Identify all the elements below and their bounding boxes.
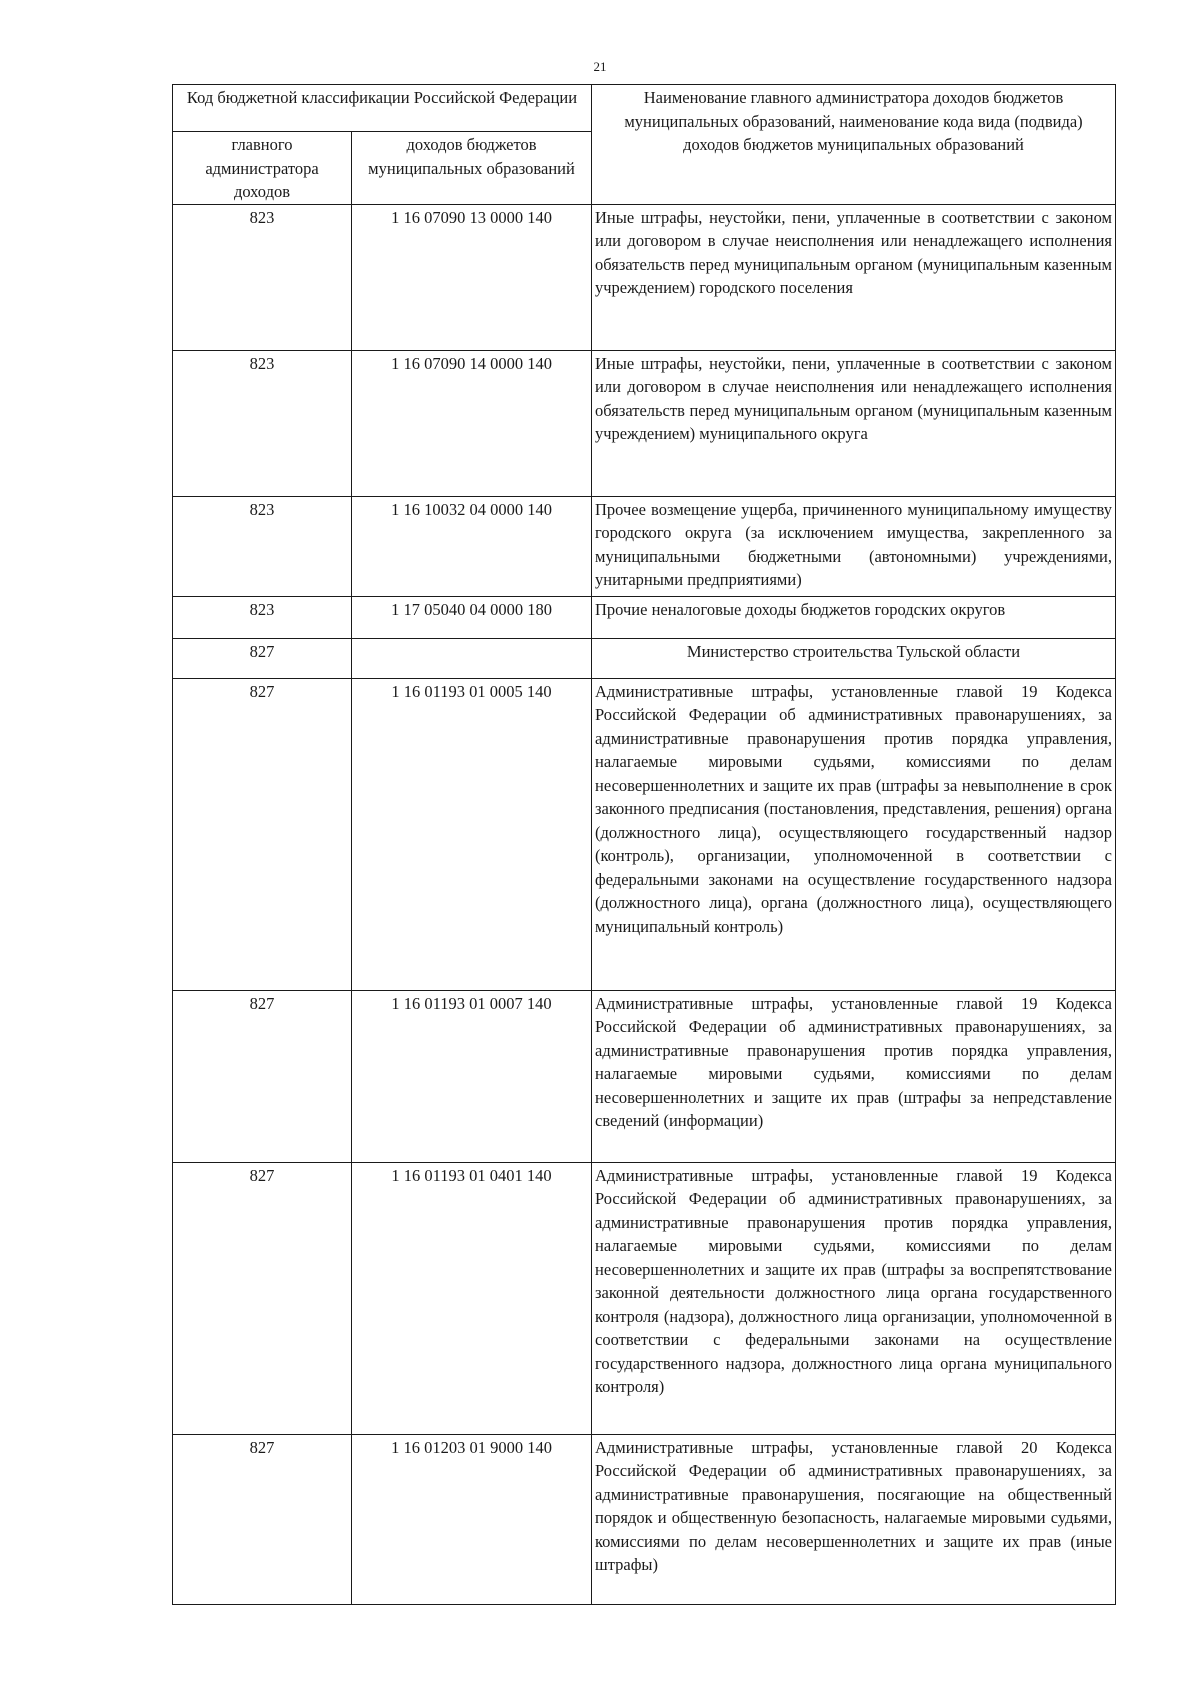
- table-row: [173, 350, 1116, 496]
- table-row: [173, 1162, 1116, 1434]
- cell-admin-code: 827: [173, 678, 352, 990]
- table-body: [173, 204, 1116, 1604]
- table-row: [173, 596, 1116, 638]
- cell-income-name: Административные штрафы, установленные главой 20 Кодекса Российской Федерации об административных правонарушениях, за административные правонарушения, посягающие на общественный порядок и общественную безопасность, налагаемые мировыми судьями, комиссиями по делам несовершеннолетних и защите их прав (иные штрафы): [592, 1434, 1116, 1604]
- cell-income-name: Министерство строительства Тульской области: [592, 638, 1116, 678]
- cell-income-name: Административные штрафы, установленные главой 19 Кодекса Российской Федерации об административных правонарушениях, за административные правонарушения против порядка управления, налагаемые мировыми судьями, комиссиями по делам несовершеннолетних и защите их прав (штрафы за воспрепятствование законной деятельности должностного лица органа государственного контроля (надзора), должностного лица организации, уполномоченной в соответствии с федеральными законами на осуществление государственного надзора, должностного лица органа муниципального контроля): [592, 1162, 1116, 1434]
- table-row: [173, 638, 1116, 678]
- table-row: [173, 204, 1116, 350]
- table-row: [173, 678, 1116, 990]
- cell-income-name: Иные штрафы, неустойки, пени, уплаченные в соответствии с законом или договором в случае неисполнения или ненадлежащего исполнения обязательств перед муниципальным органом (муниципальным казенным учреждением) муниципального округа: [592, 350, 1116, 496]
- header-code-column: доходов бюджетов муниципальных образований: [352, 132, 592, 205]
- header-group-budget-classification: Код бюджетной классификации Российской Федерации: [173, 85, 592, 132]
- cell-income-code: 1 17 05040 04 0000 180: [352, 596, 592, 638]
- cell-admin-code: 827: [173, 1162, 352, 1434]
- cell-admin-code: 827: [173, 638, 352, 678]
- table-row: [173, 990, 1116, 1162]
- cell-income-name: Административные штрафы, установленные главой 19 Кодекса Российской Федерации об административных правонарушениях, за административные правонарушения против порядка управления, налагаемые мировыми судьями, комиссиями по делам несовершеннолетних и защите их прав (штрафы за невыполнение в срок законного предписания (постановления, представления, решения) органа (должностного лица), осуществляющего государственный надзор (контроль), организации, уполномоченной в соответствии с федеральными законами на осуществление государственного надзора (должностного лица), органа (должностного лица), осуществляющего муниципальный контроль): [592, 678, 1116, 990]
- cell-admin-code: 823: [173, 496, 352, 596]
- cell-income-code: 1 16 07090 13 0000 140: [352, 204, 592, 350]
- cell-admin-code: 823: [173, 596, 352, 638]
- cell-admin-code: 827: [173, 990, 352, 1162]
- cell-admin-code: 827: [173, 1434, 352, 1604]
- table-row: [173, 496, 1116, 596]
- cell-income-name: Административные штрафы, установленные главой 19 Кодекса Российской Федерации об административных правонарушениях, за административные правонарушения против порядка управления, налагаемые мировыми судьями, комиссиями по делам несовершеннолетних и защите их прав (штрафы за непредставление сведений (информации): [592, 990, 1116, 1162]
- cell-income-name: Иные штрафы, неустойки, пени, уплаченные в соответствии с законом или договором в случае неисполнения или ненадлежащего исполнения обязательств перед муниципальным органом (муниципальным казенным учреждением) городского поселения: [592, 204, 1116, 350]
- table-row: [173, 1434, 1116, 1604]
- cell-income-code: 1 16 01193 01 0005 140: [352, 678, 592, 990]
- cell-income-code: 1 16 01193 01 0401 140: [352, 1162, 592, 1434]
- cell-income-code: 1 16 01203 01 9000 140: [352, 1434, 592, 1604]
- budget-classification-table: [172, 84, 1116, 1605]
- header-admin-column: главного администратора доходов: [173, 132, 352, 205]
- cell-income-code: 1 16 10032 04 0000 140: [352, 496, 592, 596]
- cell-income-code: 1 16 07090 14 0000 140: [352, 350, 592, 496]
- cell-income-name: Прочие неналоговые доходы бюджетов городских округов: [592, 596, 1116, 638]
- cell-income-code: [352, 638, 592, 678]
- cell-admin-code: 823: [173, 350, 352, 496]
- cell-income-code: 1 16 01193 01 0007 140: [352, 990, 592, 1162]
- header-name-column: Наименование главного администратора доходов бюджетов муниципальных образований, наименование кода вида (подвида) доходов бюджетов муниципальных образований: [592, 85, 1116, 205]
- page-number: 21: [593, 59, 607, 74]
- cell-admin-code: 823: [173, 204, 352, 350]
- cell-income-name: Прочее возмещение ущерба, причиненного муниципальному имуществу городского округа (за исключением имущества, закрепленного за муниципальными бюджетными (автономными) учреждениями, унитарными предприятиями): [592, 496, 1116, 596]
